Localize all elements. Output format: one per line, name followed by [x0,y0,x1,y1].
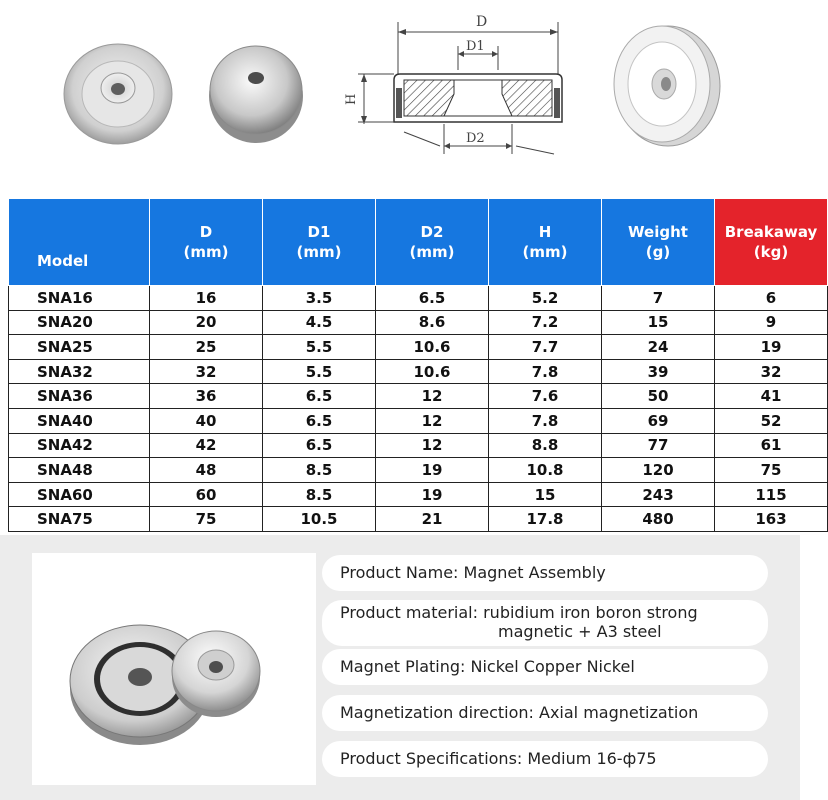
magnet-angled-view-image [206,40,306,146]
cell-d2: 19 [376,458,489,483]
magnet-front-view-image [62,42,174,146]
cell-breakaway: 52 [715,408,828,433]
cell-h: 7.2 [489,310,602,335]
info-product-name: Product Name: Magnet Assembly [322,555,768,591]
table-header-row [9,199,828,286]
cell-weight: 39 [602,359,715,384]
cell-d1: 8.5 [263,482,376,507]
table-row [9,433,828,458]
cell-h: 5.2 [489,286,602,311]
cell-d: 20 [150,310,263,335]
cell-weight: 120 [602,458,715,483]
cell-breakaway: 163 [715,507,828,532]
table-row [9,384,828,409]
cell-d2: 6.5 [376,286,489,311]
cell-d1: 4.5 [263,310,376,335]
cross-section-diagram [340,4,580,164]
header-h: H (mm) [489,199,602,286]
cell-d: 16 [150,286,263,311]
info-magnetization-direction: Magnetization direction: Axial magnetization [322,695,768,731]
table-row [9,458,828,483]
magnet-assembly-image [32,553,316,785]
cell-h: 8.8 [489,433,602,458]
cell-model: SNA60 [9,482,150,507]
cell-h: 7.8 [489,408,602,433]
cell-d1: 5.5 [263,359,376,384]
cell-breakaway: 32 [715,359,828,384]
cell-weight: 77 [602,433,715,458]
cell-model: SNA25 [9,335,150,360]
cell-d2: 10.6 [376,335,489,360]
cell-model: SNA36 [9,384,150,409]
cell-breakaway: 9 [715,310,828,335]
header-d2: D2 (mm) [376,199,489,286]
header-model: Model [9,199,150,286]
product-photo [32,553,316,785]
header-weight: Weight (g) [602,199,715,286]
cell-weight: 7 [602,286,715,311]
cell-d: 75 [150,507,263,532]
cell-d1: 3.5 [263,286,376,311]
dim-d2-label: D2 [466,131,485,146]
header-breakaway: Breakaway (kg) [715,199,828,286]
cell-d: 40 [150,408,263,433]
product-info-section [0,535,800,800]
cell-h: 17.8 [489,507,602,532]
cell-model: SNA40 [9,408,150,433]
cell-weight: 15 [602,310,715,335]
cell-h: 10.8 [489,458,602,483]
cell-d: 36 [150,384,263,409]
cell-breakaway: 75 [715,458,828,483]
cell-breakaway: 115 [715,482,828,507]
product-illustrations [0,0,800,196]
cell-d2: 21 [376,507,489,532]
specification-table [8,198,828,532]
table-row [9,310,828,335]
header-d1: D1 (mm) [263,199,376,286]
cell-d1: 8.5 [263,458,376,483]
cell-h: 15 [489,482,602,507]
table-row [9,286,828,311]
cell-model: SNA20 [9,310,150,335]
table-row [9,482,828,507]
cell-weight: 243 [602,482,715,507]
dim-d1-label: D1 [466,39,485,54]
cell-d2: 8.6 [376,310,489,335]
cell-model: SNA48 [9,458,150,483]
info-magnet-plating: Magnet Plating: Nickel Copper Nickel [322,649,768,685]
table-row [9,359,828,384]
dim-d-label: D [476,14,488,30]
cell-h: 7.6 [489,384,602,409]
cell-d: 60 [150,482,263,507]
cell-model: SNA16 [9,286,150,311]
dim-h-label: H [344,93,359,105]
cell-d1: 6.5 [263,433,376,458]
cell-d2: 10.6 [376,359,489,384]
header-d: D (mm) [150,199,263,286]
cell-d2: 12 [376,433,489,458]
cell-d2: 19 [376,482,489,507]
cell-breakaway: 6 [715,286,828,311]
cell-breakaway: 19 [715,335,828,360]
table-row [9,507,828,532]
cell-model: SNA32 [9,359,150,384]
cell-d: 48 [150,458,263,483]
table-row [9,408,828,433]
info-product-specifications: Product Specifications: Medium 16-ф75 [322,741,768,777]
cell-h: 7.7 [489,335,602,360]
cell-model: SNA42 [9,433,150,458]
cell-d: 32 [150,359,263,384]
cell-d2: 12 [376,408,489,433]
cell-d1: 5.5 [263,335,376,360]
cell-d1: 6.5 [263,384,376,409]
cell-d1: 10.5 [263,507,376,532]
table-row [9,335,828,360]
cell-breakaway: 41 [715,384,828,409]
table-body [9,286,828,532]
cell-weight: 480 [602,507,715,532]
cell-weight: 50 [602,384,715,409]
cell-d2: 12 [376,384,489,409]
info-product-material: Product material: rubidium iron boron strong magnetic + A3 steel [322,600,768,646]
cell-weight: 24 [602,335,715,360]
cell-d1: 6.5 [263,408,376,433]
cell-breakaway: 61 [715,433,828,458]
cell-d: 25 [150,335,263,360]
cell-weight: 69 [602,408,715,433]
cell-h: 7.8 [489,359,602,384]
cell-model: SNA75 [9,507,150,532]
magnet-side-view-image [606,18,726,150]
cell-d: 42 [150,433,263,458]
